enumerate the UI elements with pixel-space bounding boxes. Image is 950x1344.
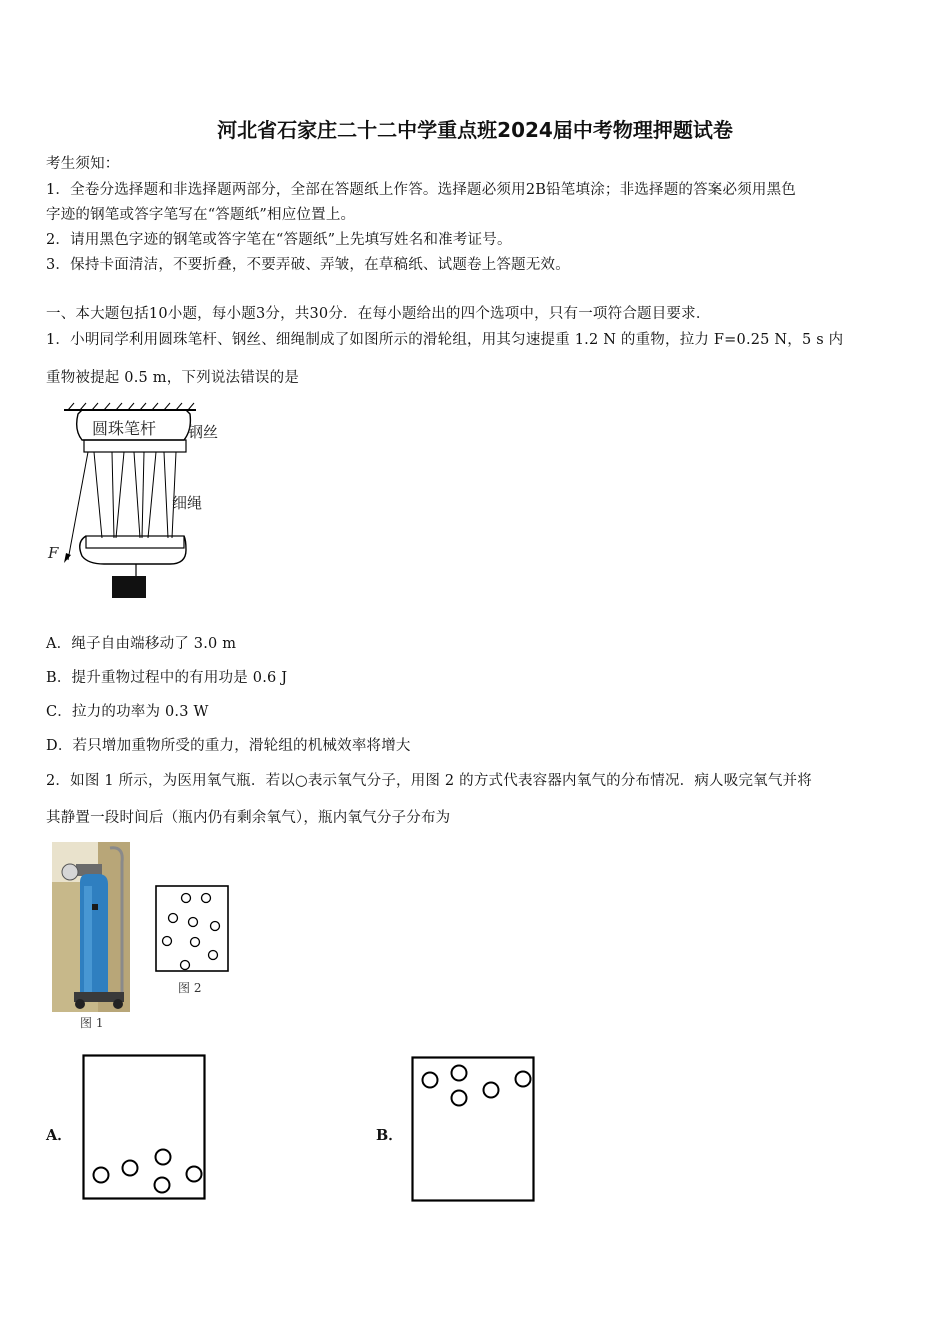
q1-option-b[interactable]: B．提升重物过程中的有用功是 0.6 J [46,670,288,686]
fig2-caption: 图 2 [178,981,202,995]
figure-2-molecule-box [155,885,229,973]
notice-heading: 考生须知： [46,156,120,172]
oxygen-cylinder-photo [52,842,130,1012]
section-heading: 一、本大题包括10小题，每小题3分，共30分．在每小题给出的四个选项中，只有一项符合题目要求． [46,306,711,322]
notice-item-1-cont: 字迹的钢笔或答字笔写在“答题纸”相应位置上。 [46,207,356,223]
q1-stem-line1: 1．小明同学利用圆珠笔杆、钢丝、细绳制成了如图所示的滑轮组，用其匀速提重 1.2 N 的重物，拉力 F=0.25 N，5 s 内 [46,332,844,348]
label-force-f: F [48,544,59,562]
q2-stem-line2: 其静置一段时间后（瓶内仍有剩余氧气），瓶内氧气分子分布为 [46,810,451,826]
q1-option-a[interactable]: A．绳子自由端移动了 3.0 m [46,636,237,652]
exam-title: 河北省石家庄二十二中学重点班2024届中考物理押题试卷 [217,118,733,142]
q2-option-b-box[interactable] [411,1056,535,1202]
q1-option-c[interactable]: C．拉力的功率为 0.3 W [46,704,209,720]
notice-item-2: 2．请用黑色字迹的钢笔或答字笔在“答题纸”上先填写姓名和准考证号。 [46,232,512,248]
q1-stem-line2: 重物被提起 0.5 m，下列说法错误的是 [46,370,300,386]
q1-option-d[interactable]: D．若只增加重物所受的重力，滑轮组的机械效率将增大 [46,738,411,754]
pulley-figure [44,400,244,605]
q2-stem-line1: 2．如图 1 所示，为医用氧气瓶．若以○表示氧气分子，用图 2 的方式代表容器内氧气的分布情况．病人吸完氧气并将 [46,773,812,789]
q2-option-a-label[interactable]: A． [46,1127,72,1144]
label-pen-barrel: 圆珠笔杆 [92,419,157,438]
fig1-caption: 图 1 [80,1016,104,1030]
label-thin-rope: 细绳 [172,494,203,512]
q2-option-b-label[interactable]: B． [376,1127,403,1144]
q2-option-a-box[interactable] [82,1054,206,1200]
label-steel-wire: 钢丝 [188,423,219,441]
notice-item-3: 3．保持卡面清洁，不要折叠，不要弄破、弄皱，在草稿纸、试题卷上答题无效。 [46,257,570,273]
notice-item-1: 1．全卷分选择题和非选择题两部分，全部在答题纸上作答。选择题必须用2B铅笔填涂；非选择题的答案必须用黑色 [46,182,797,198]
